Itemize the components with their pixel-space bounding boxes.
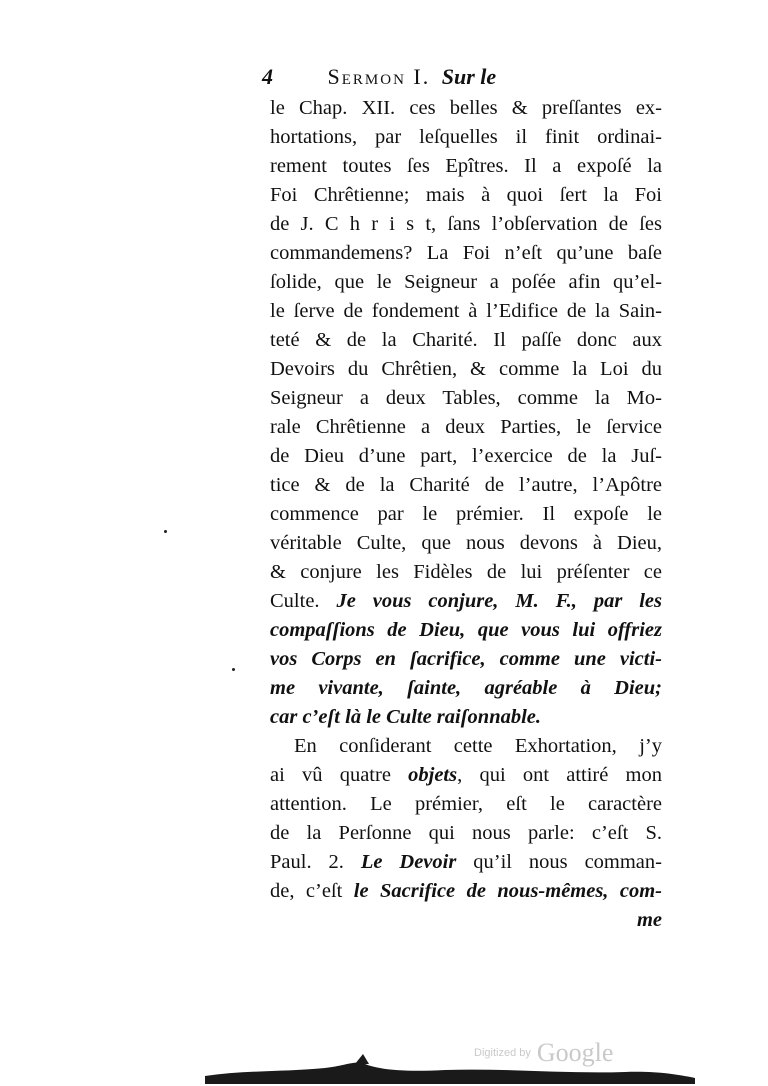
text-line: le ſerve de fondement à l’Edifice de la Sain- [270,300,662,322]
text-line: de, c’eſt le Sacrifice de nous-mêmes, com- [270,880,662,902]
running-subtitle: Sur le [441,64,497,89]
text-line [270,587,662,616]
running-header [262,62,662,92]
text-line: commandemens? La Foi n’eſt qu’une baſe [270,242,662,264]
text-line: ai vû quatre objets, qui ont attiré mon [270,764,662,786]
quote-line: me vivante, ſainte, agréable à Dieu; [270,677,662,699]
text-line: Seigneur a deux Tables, comme la Mo- [270,387,662,409]
text-line: hortations, par leſquelles il finit ordinai- [270,126,662,148]
text-line: commence par le prémier. Il expoſe le [270,503,662,525]
text-line: de Dieu d’une part, l’exercice de la Juſ- [270,445,662,467]
sacrifice-phrase: le Sacrifice de nous-mêmes, com- [353,880,662,902]
quote-line: car c’eſt là le Culte raiſonnable. [270,706,542,728]
quote-line: vos Corps en ſacrifice, comme une victi- [270,648,662,670]
ink-speck [232,668,235,671]
text-line: rale Chrêtienne a deux Parties, le ſervice [270,416,662,438]
text-line: teté & de la Charité. Il paſſe donc aux [270,329,662,351]
body-text [270,94,662,935]
text-line: véritable Culte, que nous devons à Dieu, [270,532,662,554]
text-line: & conjure les Fidèles de lui préſenter ce [270,561,662,583]
catchword: me [636,909,662,931]
text-line: de la Perſonne qui nous parle: c’eſt S. [270,822,662,844]
text-line: Paul. 2. Le Devoir qu’il nous comman- [270,851,662,873]
text-line: de J. C h r i s t, ſans l’obſervation de ſes [270,213,662,235]
text-line: Foi Chrêtienne; mais à quoi ſert la Foi [270,184,662,206]
text-line: tice & de la Charité de l’autre, l’Apôtre [270,474,662,496]
watermark-google: Google [536,1038,614,1067]
quote-text: Je vous conjure, M. F., par les [336,590,662,612]
page-number: 4 [262,64,273,89]
text-line: ſolide, que le Seigneur a poſée afin qu’el- [270,271,662,293]
text-line: rement toutes ſes Epîtres. Il a expoſé la [270,155,662,177]
devoir-word: Le Devoir [360,851,457,873]
culte-text: Culte. [270,590,337,612]
objets-word: objets [408,764,458,786]
text-line: En conſiderant cette Exhortation, j’y [294,735,662,757]
text-line: le Chap. XII. ces belles & preſſantes ex- [270,97,662,119]
running-title: Sermon I. [327,64,431,89]
watermark-small: Digitized by [474,1047,531,1059]
quote-line: compaſſions de Dieu, que vous lui offriez [270,619,662,641]
text-line: attention. Le prémier, eſt le caractère [270,793,662,815]
ink-speck [164,530,167,533]
text-line: Devoirs du Chrêtien, & comme la Loi du [270,358,662,380]
digitized-watermark [474,1038,654,1068]
